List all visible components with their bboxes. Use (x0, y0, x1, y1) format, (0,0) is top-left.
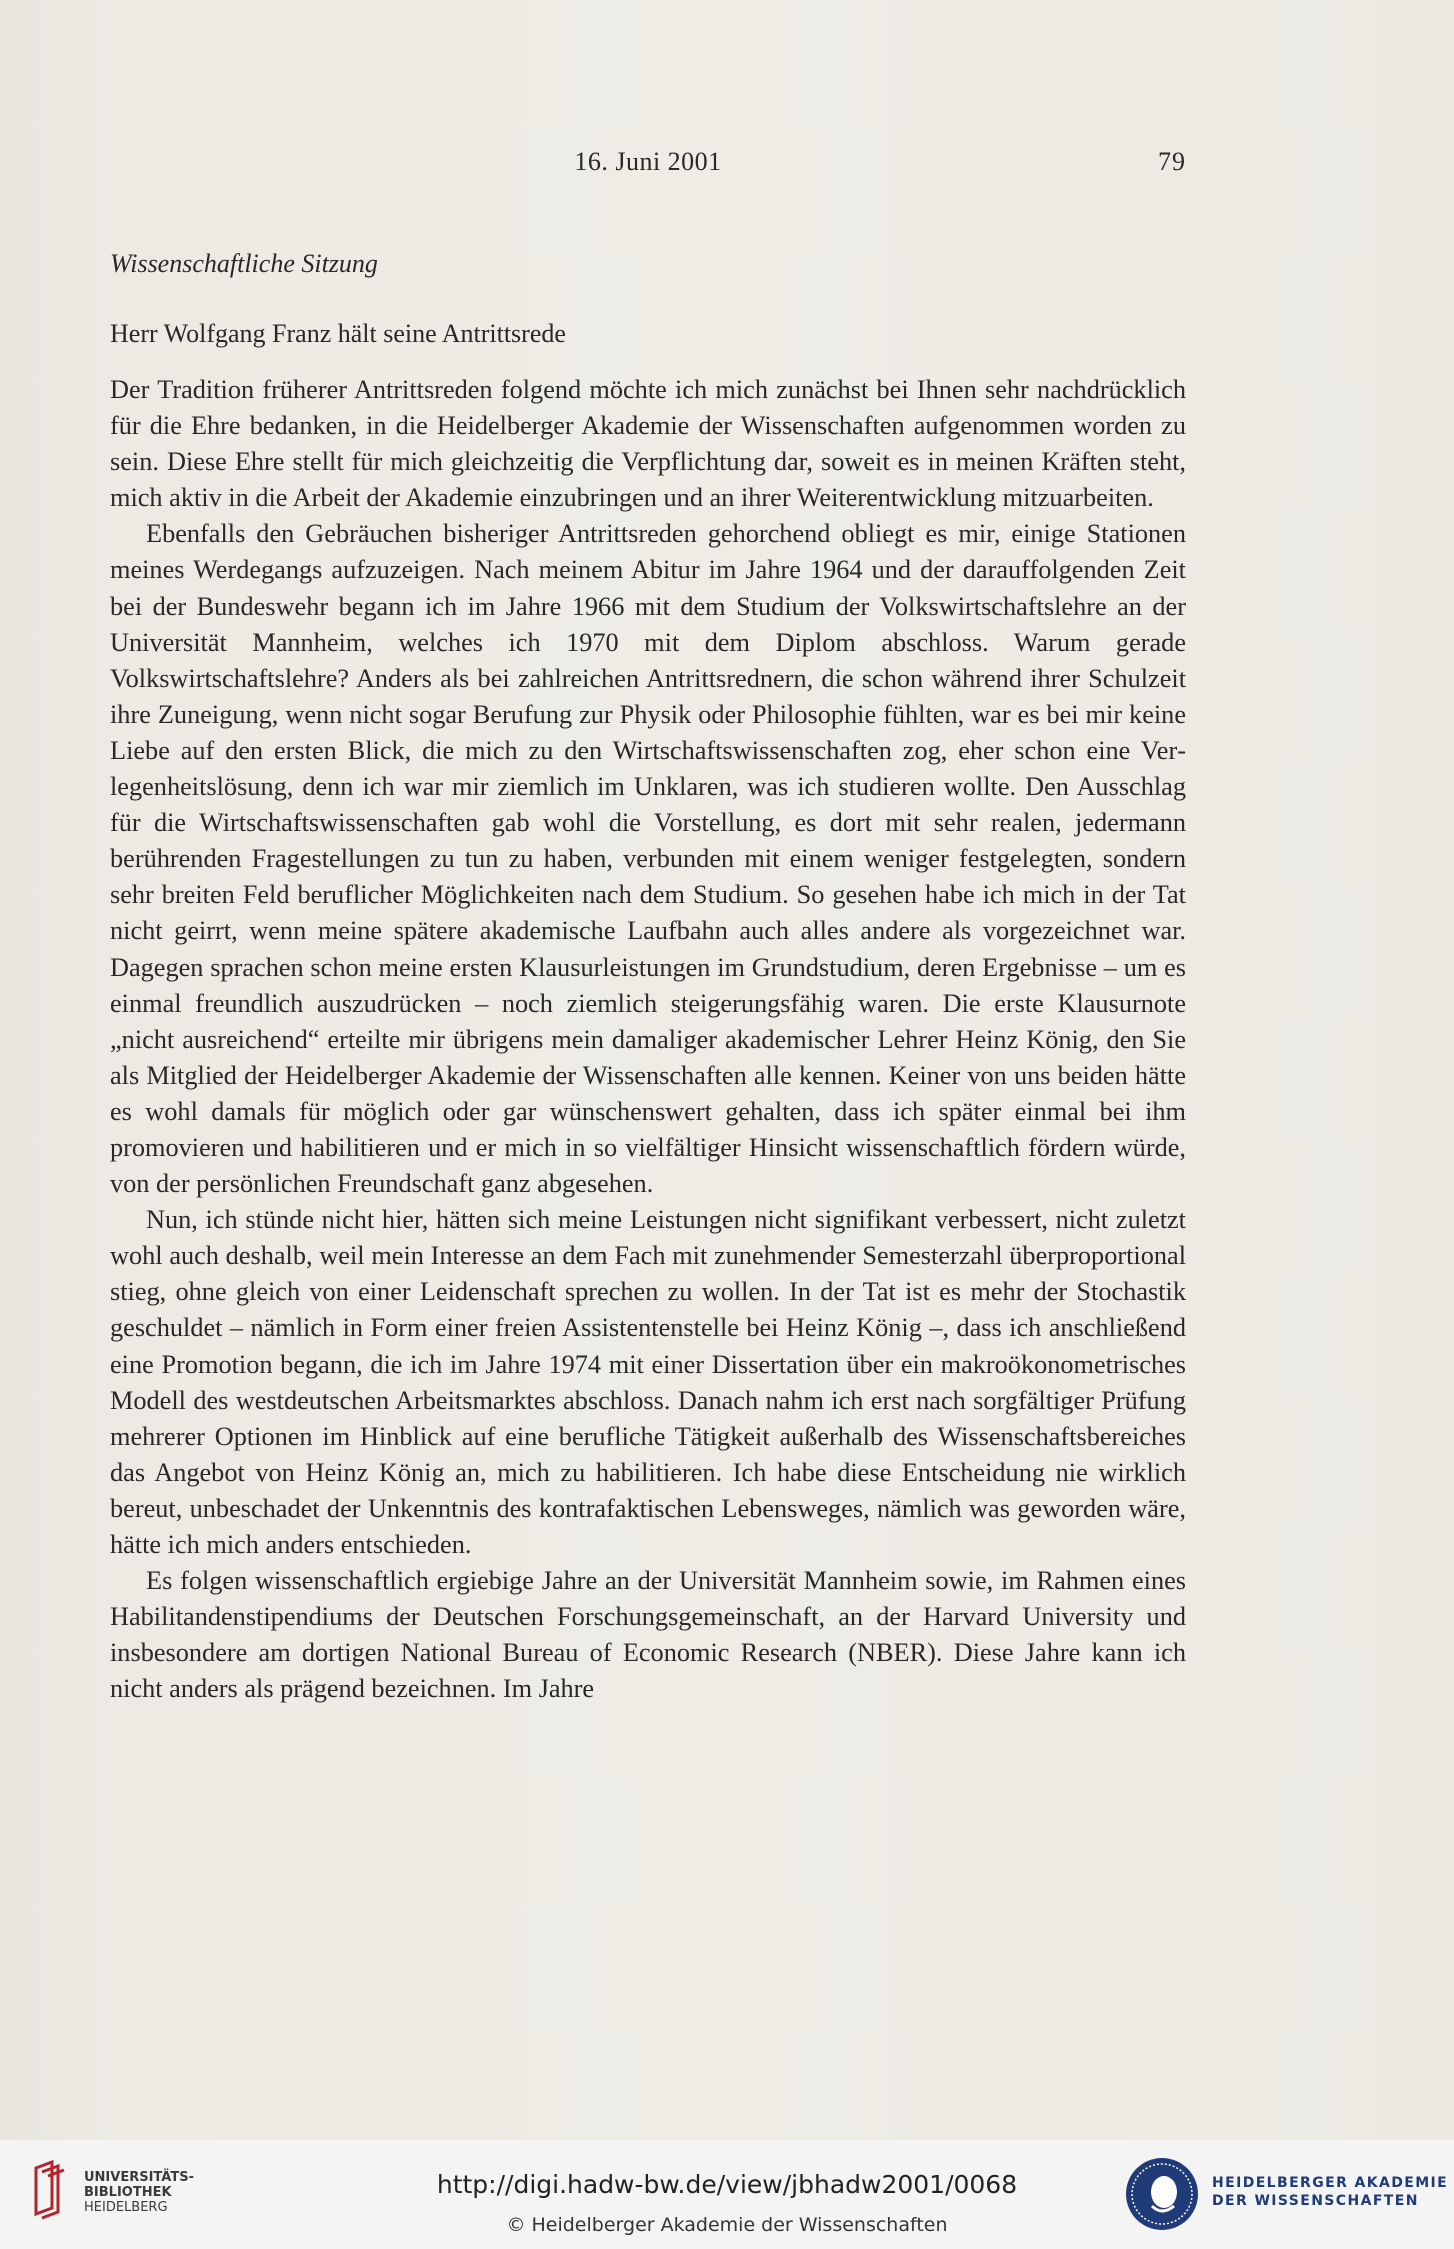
copyright-notice: © Heidelberger Akademie der Wissenschaften (506, 2214, 948, 2236)
paragraph-4: Es folgen wissenschaftlich ergiebige Jahre an der Universität Mannheim sowie, im Rahmen eines Habilitandenstipendiums der Deutschen Forschungsgemeinschaft, an der Harvard University und insbesondere am dortigen National Bureau of Economic Research (NBER). Diese Jahre kann ich nicht anders als prägend bezeichnen. Im Jahre (110, 1566, 1186, 1704)
paragraph-2: Ebenfalls den Gebräuchen bisheriger Antrittsreden gehorchend obliegt es mir, einige Stationen meines Werdegangs aufzuzeigen. Nach meinem Abitur im Jahre 1964 und der darauffolgenden Zeit bei der Bundeswehr begann ich im Jahre 1966 mit dem Studium der Volkswirtschaftslehre an der Universität Mannheim, welches ich 1970 mit dem Diplom abschloss. Warum gerade Volkswirtschaftslehre? Anders als bei zahlreichen Antrittsrednern, die schon während ihrer Schulzeit ihre Zuneigung, wenn nicht sogar Berufung zur Physik oder Philosophie fühlten, war es bei mir keine Liebe auf den ersten Blick, die mich zu den Wirtschaftswissenschaften zog, eher schon eine Verlegenheitslösung, denn ich war mir ziemlich im Unklaren, was ich studieren wollte. Den Ausschlag für die Wirtschaftswissenschaften gab wohl die Vorstellung, es dort mit sehr realen, jedermann berührenden Fragestellungen zu tun zu haben, verbunden mit einem weniger festgelegten, sondern sehr breiten Feld beruflicher Möglichkeiten nach dem Studium. So gesehen habe ich mich in der Tat nicht geirrt, wenn meine spätere akademische Laufbahn auch alles andere als vorgezeichnet war. Dagegen sprachen schon meine ersten Klausurleistungen im Grundstudium, deren Ergebnisse – um es einmal freundlich auszudrücken – noch ziemlich steigerungsfähig waren. Die erste Klausurnote „nicht ausreichend“ erteilte mir übrigens mein damaliger akademischer Lehrer Heinz König, den Sie als Mitglied der Heidelberger Akademie der Wissenschaften alle kennen. Keiner von uns beiden hätte es wohl damals für möglich oder gar wünschenswert gehalten, dass ich später einmal bei ihm promovieren und habilitieren und er mich in so vielfältiger Hinsicht wissenschaftlich fördern würde, von der persönlichen Freundschaft ganz abgesehen. (110, 519, 1186, 1199)
section-heading: Wissenschaftliche Sitzung (110, 249, 378, 278)
library-line-3: HEIDELBERG (84, 2200, 168, 2215)
paragraph-3: Nun, ich stünde nicht hier, hätten sich meine Leistungen nicht signifikant verbessert, nicht zuletzt wohl auch deshalb, weil mein Interesse an dem Fach mit zunehmender Semesterzahl überproportional stieg, ohne gleich von einer Leidenschaft sprechen zu wollen. In der Tat ist es mehr der Stochastik geschuldet – nämlich in Form einer freien Assistentenstelle bei Heinz König –, dass ich anschließend eine Promotion begann, die ich im Jahre 1974 mit einer Dissertation über ein makroökonometrisches Modell des westdeutschen Arbeitsmarktes abschloss. Danach nahm ich erst nach sorgfältiger Prüfung mehrerer Optionen im Hinblick auf eine berufliche Tätigkeit außerhalb des Wissenschaftsbereiches das Angebot von Heinz König an, mich zu habilitieren. Ich habe diese Entscheidung nie wirklich bereut, unbeschadet der Unkenntnis des kontrafaktischen Lebensweges, nämlich was geworden wäre, hätte ich mich anders entschieden. (110, 1205, 1186, 1559)
library-line-1: UNIVERSITÄTS- (84, 2170, 194, 2185)
page-number: 79 (1158, 147, 1186, 176)
running-head-date: 16. Juni 2001 (574, 147, 722, 176)
academy-line-1: HEIDELBERGER AKADEMIE (1212, 2175, 1449, 2191)
speaker-line: Herr Wolfgang Franz hält seine Antrittsrede (110, 319, 566, 348)
permalink-url[interactable]: http://digi.hadw-bw.de/view/jbhadw2001/0068 (436, 2170, 1018, 2199)
academy-name (1212, 2174, 1448, 2210)
digitization-footer (0, 2140, 1454, 2249)
library-line-2: BIBLIOTHEK (84, 2185, 172, 2200)
body-text (110, 372, 1186, 1707)
paragraph-1: Der Tradition früherer Antrittsreden folgend möchte ich mich zunächst bei Ihnen sehr nachdrücklich für die Ehre bedanken, in die Heidelberger Akademie der Wissenschaften aufgenommen worden zu sein. Diese Ehre stellt für mich gleichzeitig die Verpflichtung dar, soweit es in meinen Kräften steht, mich aktiv in die Arbeit der Akademie einzubringen und an ihrer Weiterentwicklung mitzuarbeiten. (110, 375, 1186, 513)
academy-line-2: DER WISSENSCHAFTEN (1212, 2193, 1419, 2209)
academy-seal-icon[interactable] (1122, 2154, 1202, 2238)
